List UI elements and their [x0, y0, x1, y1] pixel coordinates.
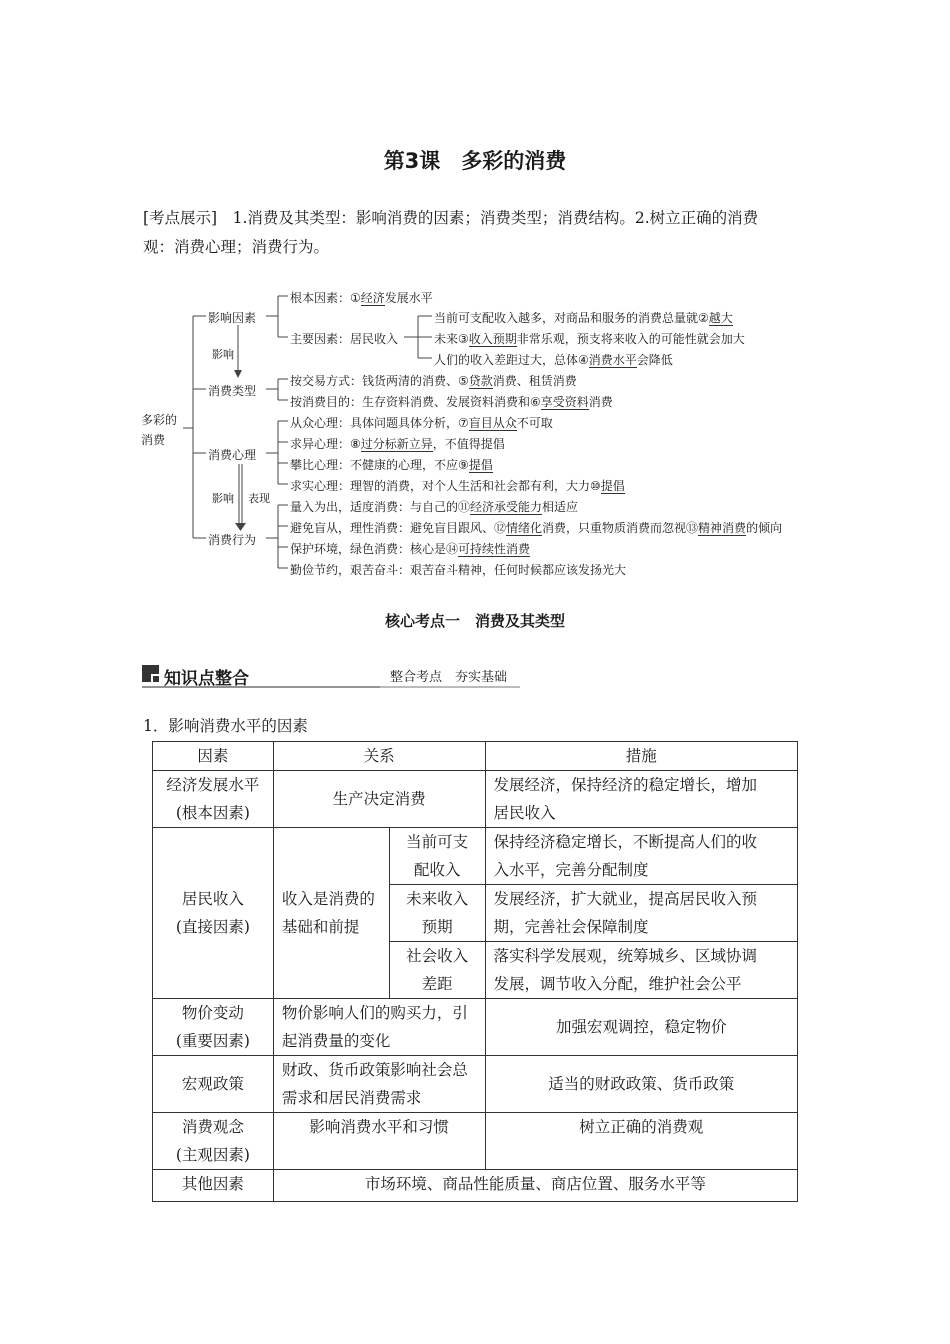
- measure-cell: 落实科学发展观，统筹城乡、区域协调 发展，调节收入分配，维护社会公平: [485, 942, 797, 999]
- table-row: [153, 1113, 798, 1170]
- factor-cell: 宏观政策: [153, 1056, 274, 1113]
- banner-subtitle: 整合考点 夯实基础: [390, 670, 508, 685]
- mindmap-leaf-main-factor: 主要因素：居民收入: [290, 332, 399, 346]
- measure-cell: 发展经济，保持经济的稳定增长，增加 居民收入: [485, 771, 797, 828]
- sub-factor-cell: 未来收入 预期: [389, 885, 485, 942]
- header-measure: 措施: [485, 742, 797, 771]
- mindmap-branch-factors: 影响因素: [208, 311, 257, 325]
- section-heading: 核心考点一 消费及其类型: [384, 612, 565, 630]
- mindmap-root-line-2: 消费: [141, 433, 166, 447]
- table-row: [153, 1170, 798, 1202]
- exam-points-line-2: 观：消费心理；消费行为。: [143, 238, 330, 256]
- mindmap-branch-types: 消费类型: [208, 384, 257, 398]
- mindmap-branch-behavior: 消费行为: [208, 533, 257, 547]
- mindmap-leaf-psy-1: 从众心理：具体问题具体分析，⑦盲目从众不可取: [290, 416, 553, 430]
- table-header-row: [153, 742, 798, 771]
- table-row: [153, 828, 798, 885]
- header-factor: 因素: [153, 742, 274, 771]
- measure-cell: 保持经济稳定增长，不断提高人们的收 入水平，完善分配制度: [485, 828, 797, 885]
- mindmap-leaf-behavior-4: 勤俭节约，艰苦奋斗：艰苦奋斗精神，任何时候都应该发扬光大: [290, 563, 627, 577]
- factor-cell: 物价变动 (重要因素): [153, 999, 274, 1056]
- header-relation: 关系: [273, 742, 485, 771]
- factor-cell: 居民收入 (直接因素): [153, 828, 274, 999]
- mindmap-root-line-1: 多彩的: [141, 413, 178, 427]
- measure-cell: 树立正确的消费观: [485, 1113, 797, 1170]
- factor-cell: 消费观念 (主观因素): [153, 1113, 274, 1170]
- relation-cell: 收入是消费的 基础和前提: [273, 828, 389, 999]
- page-title: 第3课 多彩的消费: [383, 149, 567, 173]
- mindmap-leaf-psy-2: 求异心理：⑧过分标新立异，不值得提倡: [290, 437, 505, 451]
- mindmap-leaf-behavior-2: 避免盲从，理性消费：避免盲目跟风、⑫情绪化消费，只重物质消费而忽视⑬精神消费的倾向: [290, 521, 783, 535]
- list-item-heading: 1．影响消费水平的因素: [143, 717, 308, 735]
- banner-title: 知识点整合: [164, 669, 249, 689]
- mindmap-leaf-psy-4: 求实心理：理智的消费，对个人生活和社会都有利，大力⑩提倡: [290, 479, 625, 493]
- mindmap-leaf-income-2: 未来③收入预期非常乐观，预支将来收入的可能性就会加大: [434, 332, 745, 346]
- factor-cell: 其他因素: [153, 1170, 274, 1202]
- exam-points-line-1: [考点展示] 1.消费及其类型：影响消费的因素；消费类型；消费结构。2.树立正确的消费: [143, 209, 759, 227]
- measure-cell: 适当的财政政策、货币政策: [485, 1056, 797, 1113]
- relation-cell: 生产决定消费: [273, 771, 485, 828]
- mindmap-leaf-type-2: 按消费目的：生存资料消费、发展资料消费和⑥享受资料消费: [290, 395, 613, 409]
- table-row: [153, 771, 798, 828]
- mindmap-branch-psychology: 消费心理: [208, 448, 257, 462]
- relation-cell: 财政、货币政策影响社会总 需求和居民消费需求: [273, 1056, 485, 1113]
- mindmap-arrow-label: 影响: [212, 348, 234, 361]
- mindmap-leaf-root-factor: 根本因素：①经济发展水平: [290, 291, 433, 305]
- table-row: [153, 1056, 798, 1113]
- factors-table: [152, 741, 798, 1202]
- relation-cell: 物价影响人们的购买力，引 起消费量的变化: [273, 999, 485, 1056]
- mindmap-influence-label: 影响: [212, 492, 234, 505]
- merged-cell: 市场环境、商品性能质量、商店位置、服务水平等: [273, 1170, 797, 1202]
- mindmap-leaf-income-1: 当前可支配收入越多，对商品和服务的消费总量就②越大: [434, 311, 733, 325]
- factor-cell: 经济发展水平 (根本因素): [153, 771, 274, 828]
- measure-cell: 加强宏观调控，稳定物价: [485, 999, 797, 1056]
- mindmap-leaf-income-3: 人们的收入差距过大，总体④消费水平会降低: [434, 353, 673, 367]
- mindmap-leaf-psy-3: 攀比心理：不健康的心理，不应⑨提倡: [290, 458, 493, 472]
- table-row: [153, 999, 798, 1056]
- measure-cell: 发展经济，扩大就业，提高居民收入预 期，完善社会保障制度: [485, 885, 797, 942]
- mindmap-leaf-type-1: 按交易方式：钱货两清的消费、⑤贷款消费、租赁消费: [290, 374, 577, 388]
- mindmap-manifest-label: 表现: [248, 492, 270, 505]
- mindmap-leaf-behavior-1: 量入为出，适度消费：与自己的⑪经济承受能力相适应: [290, 500, 579, 514]
- relation-cell: 影响消费水平和习惯: [273, 1113, 485, 1170]
- mindmap-leaf-behavior-3: 保护环境，绿色消费：核心是⑭可持续性消费: [290, 542, 531, 556]
- sub-factor-cell: 当前可支 配收入: [389, 828, 485, 885]
- sub-factor-cell: 社会收入 差距: [389, 942, 485, 999]
